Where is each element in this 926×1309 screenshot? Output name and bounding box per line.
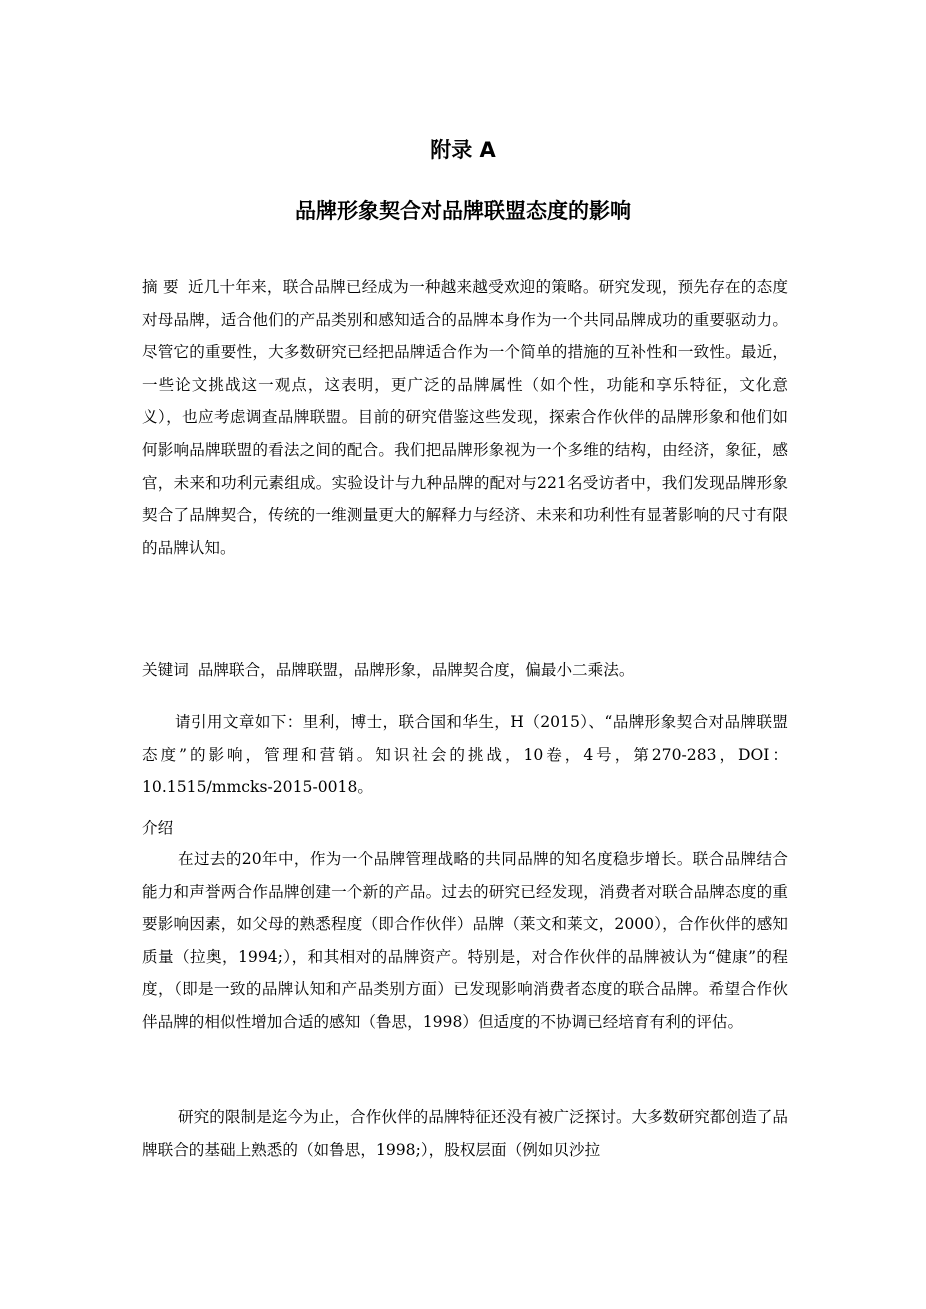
appendix-title: 附录 A [430, 138, 496, 162]
citation-paragraph: 请引用文章如下：里利，博士，联合国和华生，H（2015）、“品牌形象契合对品牌联盟态度”的影响，管理和营销。知识社会的挑战，10卷，4号，第270-283，DOI：10.1515/mmcks-2015-0018。 [142, 713, 788, 797]
keywords-label: 关键词 [142, 661, 189, 679]
intro-paragraph-1: 在过去的20年中，作为一个品牌管理战略的共同品牌的知名度稳步增长。联合品牌结合能力和声誉两合作品牌创建一个新的产品。过去的研究已经发现，消费者对联合品牌态度的重要影响因素，如父母的熟悉程度（即合作伙伴）品牌（莱文和莱文，2000），合作伙伴的感知质量（拉奥，1994;），和其相对的品牌资产。特别是，对合作伙伴的品牌被认为“健康”的程度，（即是一致的品牌认知和产品类别方面）已发现影响消费者态度的联合品牌。希望合作伙伴品牌的相似性增加合适的感知（鲁思，1998）但适度的不协调已经培育有利的评估。 [142, 850, 788, 1031]
keywords-paragraph [142, 654, 788, 687]
intro-heading: 介绍 [142, 819, 174, 837]
intro-paragraph-2: 研究的限制是迄今为止，合作伙伴的品牌特征还没有被广泛探讨。大多数研究都创造了品牌联合的基础上熟悉的（如鲁思，1998;），股权层面（例如贝沙拉 [142, 1108, 788, 1159]
abstract-text: 近几十年来，联合品牌已经成为一种越来越受欢迎的策略。研究发现，预先存在的态度对母品牌，适合他们的产品类别和感知适合的品牌本身作为一个共同品牌成功的重要驱动力。尽管它的重要性，大多数研究已经把品牌适合作为一个简单的措施的互补性和一致性。最近，一些论文挑战这一观点，这表明，更广泛的品牌属性（如个性，功能和享乐特征，文化意义），也应考虑调查品牌联盟。目前的研究借鉴这些发现，探索合作伙伴的品牌形象和他们如何影响品牌联盟的看法之间的配合。我们把品牌形象视为一个多维的结构，由经济，象征，感官，未来和功利元素组成。实验设计与九种品牌的配对与221名受访者中，我们发现品牌形象契合了品牌契合，传统的一维测量更大的解释力与经济、未来和功利性有显著影响的尺寸有限的品牌认知。 [142, 278, 788, 557]
paper-title: 品牌形象契合对品牌联盟态度的影响 [295, 199, 631, 223]
keywords-text: 品牌联合，品牌联盟，品牌形象，品牌契合度，偏最小二乘法。 [197, 661, 635, 679]
abstract-label: 摘 要 [142, 278, 179, 296]
abstract-paragraph [142, 271, 788, 564]
